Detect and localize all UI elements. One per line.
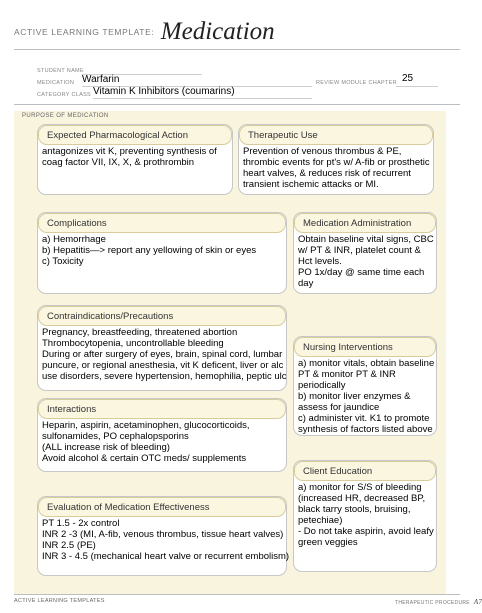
footer-section: THERAPEUTIC PROCEDURE	[395, 600, 470, 606]
interactions-body[interactable]	[42, 420, 283, 464]
text-line: b) Hepatitis—> report any yellowing of skin or eyes	[42, 245, 257, 256]
client-education-body[interactable]	[298, 482, 433, 548]
contraindications-body[interactable]	[42, 327, 287, 382]
text-line: assess for jaundice	[298, 402, 380, 413]
review-chapter-label: REVIEW MODULE CHAPTER	[316, 80, 397, 86]
template-name: Medication	[160, 18, 275, 45]
evaluation-box	[37, 496, 290, 576]
expected-action-title: Expected Pharmacological Action	[38, 125, 232, 145]
text-line: black tarry stools, bruising,	[298, 504, 411, 515]
text-line: (ALL increase risk of bleeding)	[42, 442, 170, 453]
contraindications-title: Contraindications/Precautions	[38, 306, 286, 326]
complications-body[interactable]	[42, 234, 283, 267]
text-line: use disorders, severe hypertension, hemophilia, peptic ulc	[42, 371, 287, 382]
client-education-title: Client Education	[294, 461, 436, 481]
text-line: antagonizes vit K, preventing synthesis of	[42, 146, 217, 157]
footer-label: ACTIVE LEARNING TEMPLATES	[14, 598, 105, 604]
text-line: petechiae)	[298, 515, 343, 526]
text-line: Obtain baseline vital signs, CBC	[298, 234, 434, 245]
medication-label: MEDICATION	[37, 80, 75, 86]
footer-divider	[14, 594, 460, 595]
text-line: sulfonamides, PO cephalopsporins	[42, 431, 189, 442]
text-line: a) Hemorrhage	[42, 234, 106, 245]
complications-box	[37, 212, 287, 294]
text-line: Prevention of venous thrombus & PE,	[243, 146, 402, 157]
interactions-title: Interactions	[38, 399, 286, 419]
nursing-interventions-title: Nursing Interventions	[294, 337, 436, 357]
footer-page-info	[395, 598, 482, 606]
text-line: a) monitor for S/S of bleeding	[298, 482, 422, 493]
review-chapter-line	[396, 86, 438, 87]
evaluation-body[interactable]	[42, 518, 290, 562]
info-divider	[14, 104, 460, 105]
expected-action-body[interactable]	[42, 146, 229, 168]
text-line: green veggies	[298, 537, 358, 548]
category-class-value[interactable]: Vitamin K Inhibitors (coumarins)	[93, 86, 235, 97]
text-line: synthesis of factors listed above	[298, 424, 433, 435]
text-line: w/ PT & INR, platelet count &	[298, 245, 421, 256]
medication-administration-body[interactable]	[298, 234, 433, 289]
text-line: coag factor VII, IX, X, & prothrombin	[42, 157, 195, 168]
text-line: INR 3 - 4.5 (mechanical heart valve or recurrent embolism)	[42, 551, 290, 562]
text-line: Heparin, aspirin, acetaminophen, glucocorticoids,	[42, 420, 250, 431]
category-class-label: CATEGORY CLASS	[37, 92, 92, 98]
category-class-line	[93, 98, 312, 99]
medication-value[interactable]: Warfarin	[82, 74, 120, 85]
text-line: b) monitor liver enzymes &	[298, 391, 411, 402]
template-title	[14, 18, 275, 46]
text-line: (increased HR, decreased BP,	[298, 493, 426, 504]
text-line: c) Toxicity	[42, 256, 84, 267]
text-line: INR 2 -3 (MI, A-fib, venous thrombus, tissue heart valves)	[42, 529, 284, 540]
review-chapter-value[interactable]: 25	[402, 73, 414, 84]
nursing-interventions-body[interactable]	[298, 358, 433, 435]
text-line: INR 2.5 (PE)	[42, 540, 96, 551]
text-line: transient ischemic attacks or MI.	[243, 179, 379, 190]
text-line: c) administer vit. K1 to promote	[298, 413, 430, 424]
text-line: PO 1x/day @ same time each	[298, 267, 425, 278]
template-label: ACTIVE LEARNING TEMPLATE:	[14, 27, 155, 37]
medication-administration-box	[293, 212, 437, 294]
interactions-box	[37, 398, 287, 472]
text-line: - Do not take aspirin, avoid leafy	[298, 526, 434, 537]
purpose-label: PURPOSE OF MEDICATION	[22, 113, 109, 119]
text-line: thrombic events for pt's w/ A-fib or prosthetic	[243, 157, 430, 168]
text-line: PT & monitor PT & INR	[298, 369, 396, 380]
student-name-label: STUDENT NAME	[37, 68, 84, 74]
text-line: Hct levels.	[298, 256, 342, 267]
text-line: Avoid alcohol & certain OTC meds/ supplements	[42, 453, 247, 464]
text-line: a) monitor vitals, obtain baseline	[298, 358, 435, 369]
medication-administration-title: Medication Administration	[294, 213, 436, 233]
evaluation-title: Evaluation of Medication Effectiveness	[38, 497, 286, 517]
therapeutic-use-title: Therapeutic Use	[239, 125, 433, 145]
expected-action-box	[37, 124, 233, 195]
text-line: Pregnancy, breastfeeding, threatened abortion	[42, 327, 238, 338]
complications-title: Complications	[38, 213, 286, 233]
text-line: day	[298, 278, 314, 289]
text-line: heart valves, & reduces risk of recurrent	[243, 168, 411, 179]
contraindications-box	[37, 305, 287, 391]
header-divider	[14, 49, 460, 50]
therapeutic-use-box	[238, 124, 434, 195]
text-line: PT 1.5 - 2x control	[42, 518, 120, 529]
client-education-box	[293, 460, 437, 572]
text-line: puncure, or regional anesthesia, vit K deficent, liver or alc	[42, 360, 284, 371]
nursing-interventions-box	[293, 336, 437, 436]
text-line: During or after surgery of eyes, brain, spinal cord, lumbar	[42, 349, 283, 360]
page-number: A7	[473, 598, 482, 606]
text-line: periodically	[298, 380, 346, 391]
text-line: Thrombocytopenia, uncontrollable bleeding	[42, 338, 224, 349]
therapeutic-use-body[interactable]	[243, 146, 430, 190]
